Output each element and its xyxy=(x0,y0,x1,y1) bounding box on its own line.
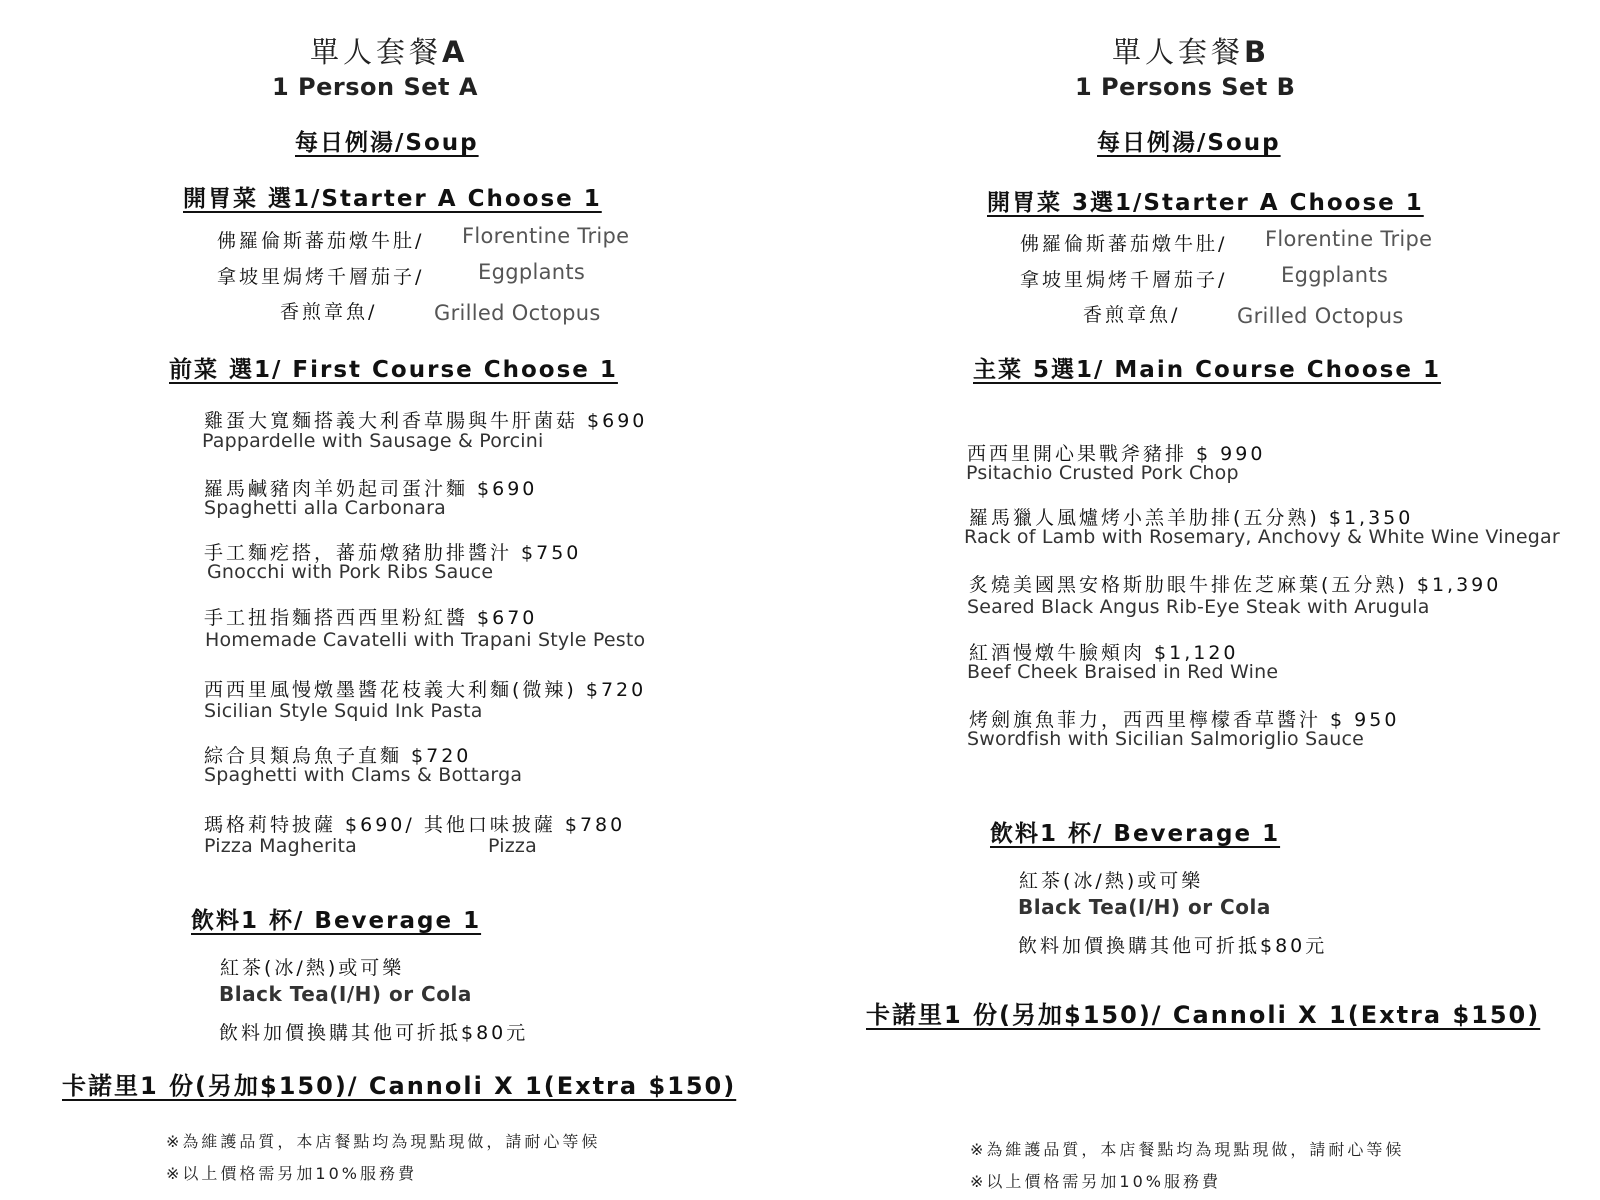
set-a-first-6-zh: 綜合貝類烏魚子直麵 $720 xyxy=(204,745,472,767)
set-b-starter-3-zh: 香煎章魚/ xyxy=(1083,304,1181,326)
set-b-beverage-zh: 紅茶(冰/熱)或可樂 xyxy=(1019,870,1204,892)
set-b-starter-heading: 開胃菜 3選1/Starter A Choose 1 xyxy=(987,190,1424,216)
set-b-starter-1-zh: 佛羅倫斯蕃茄燉牛肚/ xyxy=(1020,233,1228,255)
set-a-first-1-zh: 雞蛋大寬麵搭義大利香草腸與牛肝菌菇 $690 xyxy=(204,410,648,432)
set-a-starter-1-en: Florentine Tripe xyxy=(462,224,630,248)
set-a-title-letter: A xyxy=(442,35,469,69)
set-a-first-6-en: Spaghetti with Clams & Bottarga xyxy=(204,764,523,786)
set-a-starter-3-en: Grilled Octopus xyxy=(434,301,601,325)
set-a-first-5-zh: 西西里風慢燉墨醬花枝義大利麵(微辣) $720 xyxy=(204,679,647,701)
set-a-pizza-en-2: Pizza xyxy=(488,835,537,857)
set-a-beverage-en: Black Tea(I/H) or Cola xyxy=(219,982,472,1006)
set-a-pizza-zh: 瑪格莉特披薩 $690/ 其他口味披薩 $780 xyxy=(204,814,626,836)
set-b-starter-2-en: Eggplants xyxy=(1281,263,1389,287)
set-a-first-2-en: Spaghetti alla Carbonara xyxy=(204,497,447,519)
set-b-main-heading: 主菜 5選1/ Main Course Choose 1 xyxy=(973,357,1441,383)
set-b-beverage-note: 飲料加價換購其他可折抵$80元 xyxy=(1018,935,1328,957)
set-a-beverage-note: 飲料加價換購其他可折抵$80元 xyxy=(219,1022,529,1044)
set-a-pizza-en-1: Pizza Magherita xyxy=(204,835,357,857)
set-b-beverage-heading: 飲料1 杯/ Beverage 1 xyxy=(990,821,1281,847)
set-a-first-course-heading: 前菜 選1/ First Course Choose 1 xyxy=(169,357,618,383)
set-b-main-1-en: Psitachio Crusted Pork Chop xyxy=(966,462,1239,484)
set-a-first-4-en: Homemade Cavatelli with Trapani Style Pesto xyxy=(205,629,646,651)
set-b-main-3-zh: 炙燒美國黑安格斯肋眼牛排佐芝麻葉(五分熟) $1,390 xyxy=(969,574,1502,596)
set-a-beverage-heading: 飲料1 杯/ Beverage 1 xyxy=(191,908,482,934)
set-b-main-5-en: Swordfish with Sicilian Salmoriglio Sauce xyxy=(967,728,1364,750)
set-a-first-4-zh: 手工扭指麵搭西西里粉紅醬 $670 xyxy=(204,607,538,629)
set-a-first-5-en: Sicilian Style Squid Ink Pasta xyxy=(204,700,483,722)
set-a-starter-2-zh: 拿坡里焗烤千層茄子/ xyxy=(217,266,425,288)
set-b-starter-1-en: Florentine Tripe xyxy=(1265,227,1433,251)
set-a-starter-heading: 開胃菜 選1/Starter A Choose 1 xyxy=(183,186,602,212)
set-a-first-3-zh: 手工麵疙搭，蕃茄燉豬肋排醬汁 $750 xyxy=(204,542,582,564)
set-b-main-5-zh: 烤劍旗魚菲力，西西里檸檬香草醬汁 $ 950 xyxy=(969,709,1400,731)
set-a-starter-2-en: Eggplants xyxy=(478,260,586,284)
set-a-note-2: ※以上價格需另加10%服務費 xyxy=(166,1164,417,1183)
set-a-starter-3-zh: 香煎章魚/ xyxy=(280,301,378,323)
set-b-note-1: ※為維護品質，本店餐點均為現點現做，請耐心等候 xyxy=(970,1140,1405,1159)
set-b-starter-3-en: Grilled Octopus xyxy=(1237,304,1404,328)
set-a-starter-1-zh: 佛羅倫斯蕃茄燉牛肚/ xyxy=(217,230,425,252)
set-a-subtitle: 1 Person Set A xyxy=(272,73,478,101)
set-b-cannoli: 卡諾里1 份(另加$150)/ Cannoli X 1(Extra $150) xyxy=(866,1001,1541,1029)
set-b-note-2: ※以上價格需另加10%服務費 xyxy=(970,1172,1221,1191)
set-b-subtitle: 1 Persons Set B xyxy=(1075,73,1296,101)
set-b-soup-heading: 每日例湯/Soup xyxy=(1097,130,1281,156)
set-b-title-letter: B xyxy=(1244,35,1271,69)
set-a-title-zh: 單人套餐 xyxy=(310,35,443,69)
set-a-soup-heading: 每日例湯/Soup xyxy=(295,130,479,156)
set-b-title-zh: 單人套餐 xyxy=(1112,35,1245,69)
set-b-main-4-en: Beef Cheek Braised in Red Wine xyxy=(967,661,1279,683)
set-a-title xyxy=(310,30,468,71)
set-b-title xyxy=(1112,30,1270,71)
set-b-main-4-zh: 紅酒慢燉牛臉頰肉 $1,120 xyxy=(969,642,1239,664)
set-a-cannoli: 卡諾里1 份(另加$150)/ Cannoli X 1(Extra $150) xyxy=(62,1072,737,1100)
set-b-beverage-en: Black Tea(I/H) or Cola xyxy=(1018,895,1271,919)
set-a-first-1-en: Pappardelle with Sausage & Porcini xyxy=(202,430,544,452)
set-b-main-1-zh: 西西里開心果戰斧豬排 $ 990 xyxy=(967,443,1266,465)
set-a-beverage-zh: 紅茶(冰/熱)或可樂 xyxy=(220,957,405,979)
set-a-first-2-zh: 羅馬鹹豬肉羊奶起司蛋汁麵 $690 xyxy=(204,478,538,500)
set-a-note-1: ※為維護品質，本店餐點均為現點現做，請耐心等候 xyxy=(166,1132,601,1151)
set-b-main-2-en: Rack of Lamb with Rosemary, Anchovy & White Wine Vinegar xyxy=(964,526,1560,548)
set-b-main-2-zh: 羅馬獵人風爐烤小羔羊肋排(五分熟) $1,350 xyxy=(969,507,1414,529)
set-a-first-3-en: Gnocchi with Pork Ribs Sauce xyxy=(207,561,494,583)
set-b-main-3-en: Seared Black Angus Rib-Eye Steak with Arugula xyxy=(967,596,1430,618)
set-b-starter-2-zh: 拿坡里焗烤千層茄子/ xyxy=(1020,269,1228,291)
